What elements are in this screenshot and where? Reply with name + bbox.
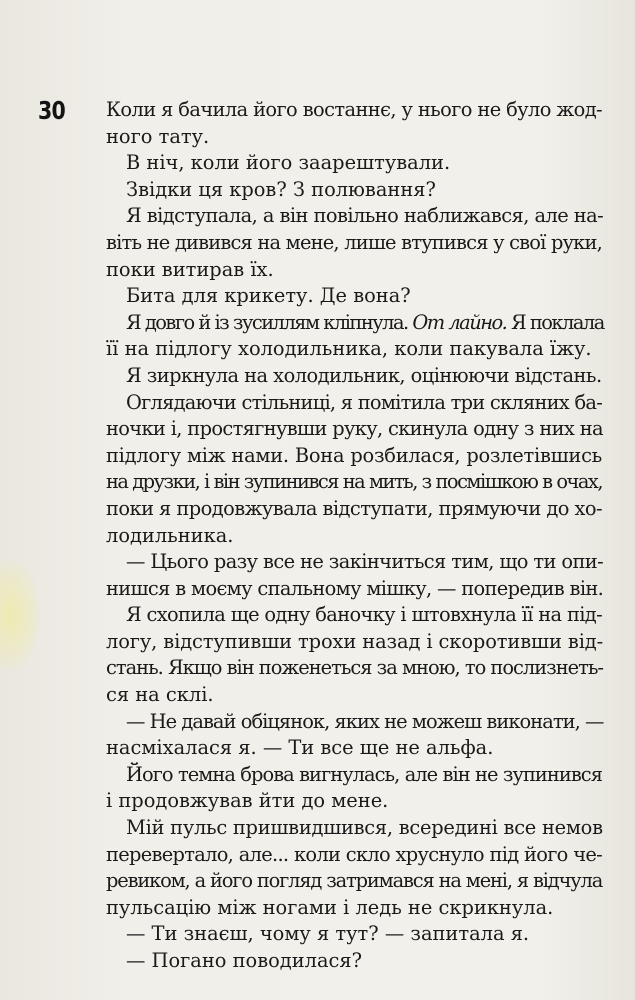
text-line: — Ти знаєш, чому я тут? — запитала я.: [126, 922, 530, 946]
text-line: — Не давай обіцянок, яких не можеш виконати, —: [126, 709, 604, 733]
page-number: 30: [38, 96, 65, 125]
italic-text-segment: От лайно.: [412, 310, 507, 334]
text-line: нишся в моєму спальному мішку, — попередив він.: [106, 576, 604, 600]
text-line: Звідки ця кров? З полювання?: [126, 177, 436, 201]
text-segment: Я поклала: [506, 310, 604, 334]
text-line: віть не дивився на мене, лише втупився у свої руки,: [106, 230, 602, 254]
text-line: Бита для крикету. Де вона?: [126, 284, 411, 308]
text-line: ного тату.: [106, 124, 210, 148]
text-line: логу, відступивши трохи назад і скоротивши від-: [106, 629, 604, 653]
text-line: поки витирав їх.: [106, 257, 274, 281]
text-line: В ніч, коли його заарештували.: [126, 151, 451, 175]
text-line: ся на склі.: [106, 683, 214, 707]
text-line: Оглядаючи стільниці, я помітила три скляних ба-: [126, 390, 602, 414]
text-line: перевертало, але... коли скло хруснуло під його че-: [106, 842, 602, 866]
text-line: [106, 310, 602, 337]
text-line: Мій пульс пришвидшився, всередині все немов: [126, 816, 603, 840]
text-line: — Погано поводилася?: [126, 949, 363, 972]
text-line: Я схопила ще одну баночку і штовхнула її на під-: [126, 603, 602, 627]
text-line: — Цього разу все не закінчиться тим, що ти опи-: [126, 550, 604, 574]
paper-stain: [0, 560, 40, 670]
text-line: Я зиркнула на холодильник, оцінюючи відстань.: [126, 363, 602, 387]
text-line: Я відступала, а він повільно наближався, але на-: [126, 204, 604, 228]
text-line: поки я продовжувала відступати, прямуючи до хо-: [106, 496, 602, 520]
text-line: підлогу між нами. Вона розбилася, розлетівшись: [106, 443, 602, 467]
text-line: Його темна брова вигнулась, але він не зупинився: [126, 762, 602, 786]
body-text: [106, 97, 602, 975]
text-line: стань. Якщо він поженеться за мною, то послизнеть-: [106, 656, 603, 680]
text-line: пульсацію між ногами і ледь не скрикнула.: [106, 895, 554, 919]
text-line: ревиком, а його погляд затримався на мені, я відчула: [106, 869, 603, 893]
text-line: Коли я бачила його востаннє, у нього не було жод-: [106, 98, 603, 121]
text-segment: Я довго й із зусиллям кліпнула.: [126, 310, 413, 334]
text-line: насміхалася я. — Ти все ще не альфа.: [106, 736, 494, 760]
text-line: ночки і, простягнувши руку, скинула одну з них на: [106, 417, 603, 441]
text-line: і продовжував йти до мене.: [106, 789, 389, 813]
text-line: лодильника.: [106, 523, 234, 547]
text-line: на друзки, і він зупинився на мить, з посмішкою в очах,: [106, 470, 602, 494]
text-line: її на підлогу холодильника, коли пакувала їжу.: [106, 337, 592, 361]
